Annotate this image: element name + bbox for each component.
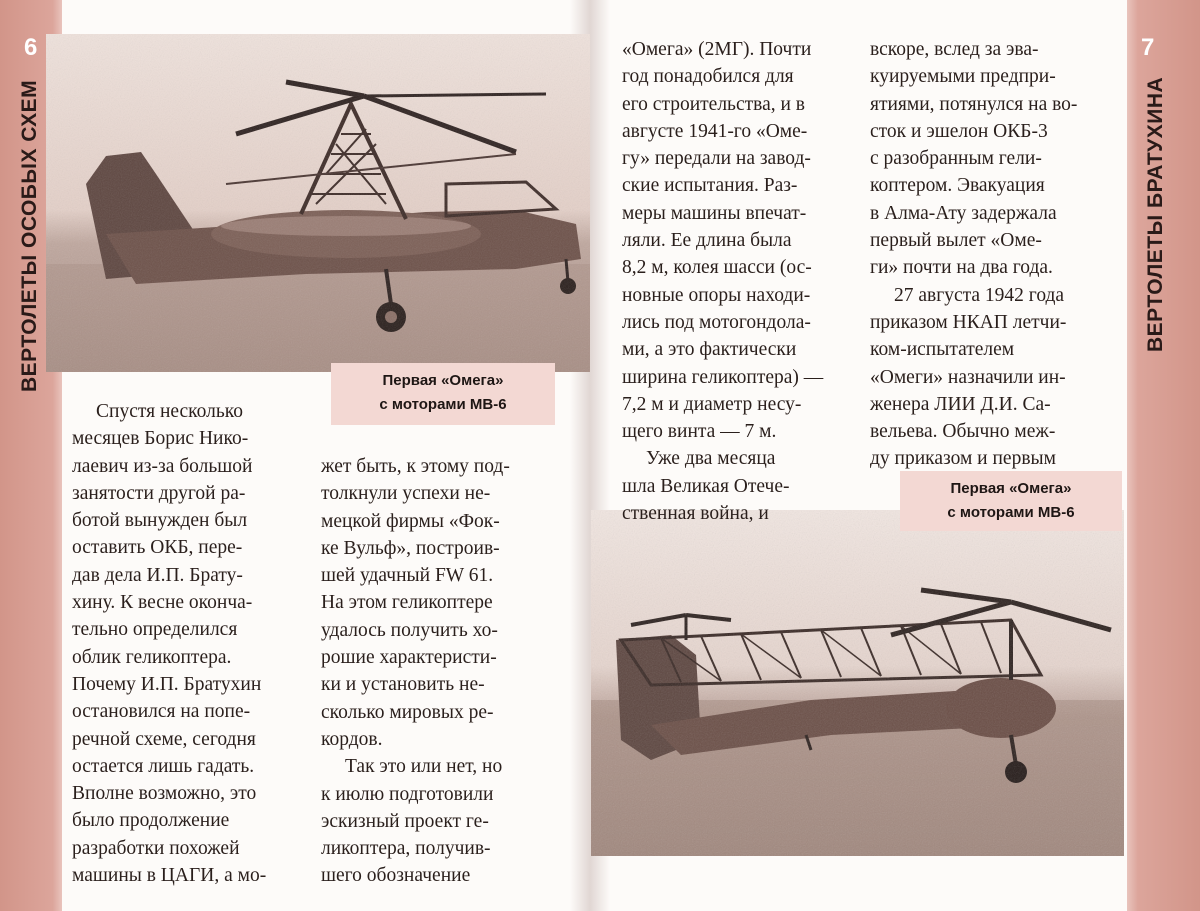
text-line: сколько мировых ре-: [321, 701, 494, 723]
text-line: месяцев Борис Нико-: [72, 428, 249, 450]
text-line: толкнули успехи не-: [321, 483, 491, 505]
text-line: год понадобился для: [622, 66, 794, 88]
text-line: кордов.: [321, 728, 383, 750]
text-line: ятиями, потянулся на во-: [870, 93, 1078, 115]
text-line: остановился на попе-: [72, 701, 251, 723]
text-line: занятости другой ра-: [72, 482, 246, 504]
helicopter-photo-side-view: [46, 34, 590, 372]
text-column-2: [321, 453, 561, 890]
text-line: ственная война, и: [622, 503, 769, 525]
text-line: сток и эшелон ОКБ-3: [870, 120, 1048, 142]
text-line: новные опоры находи-: [622, 284, 811, 306]
text-line: «Омеги» назначили ин-: [870, 366, 1066, 388]
text-line: Почему И.П. Братухин: [72, 673, 262, 695]
text-line: хину. К весне оконча-: [72, 592, 253, 614]
text-line: 7,2 м и диаметр несу-: [622, 393, 802, 415]
text-line: вельева. Обычно меж-: [870, 421, 1056, 443]
text-line: облик геликоптера.: [72, 646, 232, 668]
text-line: гу» передали на завод-: [622, 148, 811, 170]
text-line: На этом геликоптере: [321, 592, 493, 614]
text-line: коптером. Эвакуация: [870, 175, 1045, 197]
text-line: первый вылет «Оме-: [870, 230, 1042, 252]
text-line: остается лишь гадать.: [72, 755, 255, 777]
text-line: лаевич из-за большой: [72, 455, 253, 477]
text-line: ки и установить не-: [321, 674, 485, 696]
text-line: Спустя несколько: [96, 401, 244, 422]
text-line: Так это или нет, но: [345, 756, 503, 778]
text-column-3: [622, 36, 860, 527]
left-page-number: 6: [24, 34, 38, 61]
caption-2-line-1: Первая «Омега»: [950, 480, 1072, 497]
text-line: с разобранным гели-: [870, 148, 1042, 170]
text-line: ликоптера, получив-: [321, 838, 491, 860]
text-line: щего винта — 7 м.: [622, 421, 777, 443]
text-line: куируемыми предпри-: [870, 66, 1056, 88]
text-line: шла Великая Отече-: [622, 475, 790, 497]
text-column-1: [72, 398, 304, 889]
text-line: жет быть, к этому под-: [321, 456, 510, 477]
text-line: тельно определился: [72, 619, 238, 641]
text-line: ботой вынужден был: [72, 510, 248, 532]
text-line: 27 августа 1942 года: [894, 284, 1065, 306]
helicopter-photo-rear-view: [591, 510, 1124, 856]
text-line: к июлю подготовили: [321, 783, 494, 805]
text-line: ке Вульф», построив-: [321, 537, 500, 559]
caption-1-line-2: с моторами МВ-6: [379, 396, 507, 413]
text-line: Уже два месяца: [646, 448, 776, 470]
text-line: августе 1941-го «Оме-: [622, 120, 808, 142]
text-line: вскоре, вслед за эва-: [870, 39, 1039, 60]
photo-1-caption: [331, 363, 555, 425]
text-line: Вполне возможно, это: [72, 783, 257, 805]
text-line: меры машины впечат-: [622, 202, 807, 224]
text-column-4: [870, 36, 1118, 473]
text-line: оставить ОКБ, пере-: [72, 537, 243, 559]
text-line: его строительства, и в: [622, 93, 805, 115]
text-line: мецкой фирмы «Фок-: [321, 510, 500, 532]
text-line: было продолжение: [72, 810, 230, 832]
photo-2-caption: [900, 471, 1122, 531]
text-line: эскизный проект ге-: [321, 810, 489, 832]
caption-2-line-2: с моторами МВ-6: [947, 504, 1075, 521]
text-line: ду приказом и первым: [870, 448, 1056, 470]
text-line: ги» почти на два года.: [870, 257, 1053, 279]
text-line: ширина геликоптера) —: [622, 366, 824, 388]
text-line: шего обозначение: [321, 865, 471, 887]
text-line: ком-испытателем: [870, 339, 1015, 361]
left-running-title: ВЕРТОЛЕТЫ ОСОБЫХ СХЕМ: [18, 79, 41, 392]
text-line: приказом НКАП летчи-: [870, 311, 1067, 333]
text-line: женера ЛИИ Д.И. Са-: [870, 393, 1051, 415]
right-page-number: 7: [1141, 34, 1155, 61]
text-line: в Алма-Ату задержала: [870, 202, 1057, 224]
right-running-title: ВЕРТОЛЕТЫ БРАТУХИНА: [1144, 76, 1167, 352]
text-line: ляли. Ее длина была: [622, 230, 792, 252]
text-line: лись под мотогондола-: [622, 311, 811, 333]
text-line: рошие характеристи-: [321, 647, 497, 669]
text-line: разработки похожей: [72, 837, 240, 859]
text-line: 8,2 м, колея шасси (ос-: [622, 257, 812, 279]
text-line: машины в ЦАГИ, а мо-: [72, 865, 267, 887]
text-line: «Омега» (2МГ). Почти: [622, 39, 812, 60]
text-line: речной схеме, сегодня: [72, 728, 256, 750]
text-line: ские испытания. Раз-: [622, 175, 798, 197]
text-line: удалось получить хо-: [321, 619, 498, 641]
text-line: дав дела И.П. Брату-: [72, 564, 243, 586]
caption-1-line-1: Первая «Омега»: [382, 372, 504, 389]
text-line: шей удачный FW 61.: [321, 565, 494, 587]
text-line: ми, а это фактически: [622, 339, 797, 361]
